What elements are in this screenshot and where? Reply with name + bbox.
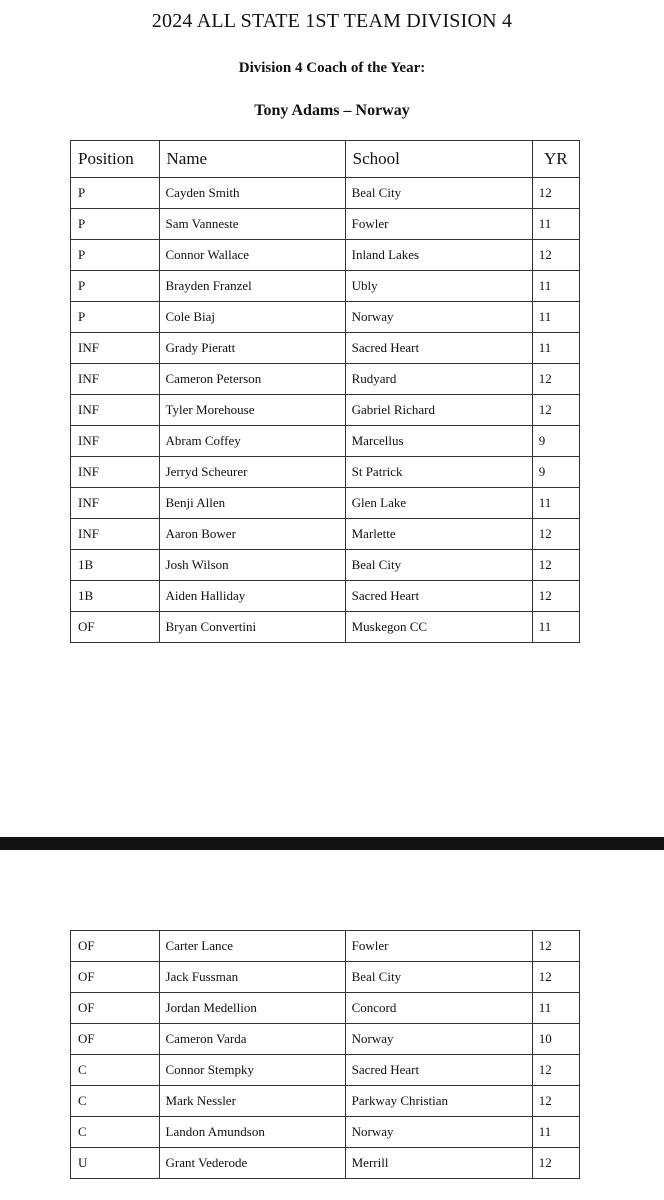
table-row bbox=[71, 240, 580, 271]
cell-yr: 12 bbox=[532, 364, 579, 395]
cell-name: Josh Wilson bbox=[159, 550, 345, 581]
coach-of-year-name: Tony Adams – Norway bbox=[254, 102, 410, 119]
cell-school: Parkway Christian bbox=[345, 1086, 532, 1117]
cell-name: Grady Pieratt bbox=[159, 333, 345, 364]
cell-position: C bbox=[71, 1086, 160, 1117]
cell-position: P bbox=[71, 209, 160, 240]
cell-position: OF bbox=[71, 993, 160, 1024]
cell-name: Bryan Convertini bbox=[159, 612, 345, 643]
cell-name: Aaron Bower bbox=[159, 519, 345, 550]
cell-yr: 12 bbox=[532, 1086, 579, 1117]
cell-yr: 11 bbox=[532, 488, 579, 519]
cell-school: Norway bbox=[345, 1024, 532, 1055]
table-row bbox=[71, 364, 580, 395]
cell-school: Inland Lakes bbox=[345, 240, 532, 271]
cell-school: Beal City bbox=[345, 550, 532, 581]
page-title: 2024 ALL STATE 1ST TEAM DIVISION 4 bbox=[151, 10, 513, 32]
cell-school: Fowler bbox=[345, 931, 532, 962]
roster-table-page-2 bbox=[70, 930, 580, 1179]
cell-name: Cameron Varda bbox=[159, 1024, 345, 1055]
cell-position: INF bbox=[71, 395, 160, 426]
header-name: Name bbox=[159, 141, 345, 178]
cell-yr: 12 bbox=[532, 962, 579, 993]
cell-school: Muskegon CC bbox=[345, 612, 532, 643]
cell-name: Jack Fussman bbox=[159, 962, 345, 993]
cell-school: Glen Lake bbox=[345, 488, 532, 519]
table-row bbox=[71, 1117, 580, 1148]
table-row bbox=[71, 333, 580, 364]
cell-school: Gabriel Richard bbox=[345, 395, 532, 426]
cell-name: Abram Coffey bbox=[159, 426, 345, 457]
cell-yr: 12 bbox=[532, 240, 579, 271]
cell-yr: 12 bbox=[532, 581, 579, 612]
cell-yr: 12 bbox=[532, 519, 579, 550]
cell-school: St Patrick bbox=[345, 457, 532, 488]
cell-school: Sacred Heart bbox=[345, 581, 532, 612]
cell-position: INF bbox=[71, 426, 160, 457]
cell-yr: 9 bbox=[532, 426, 579, 457]
cell-name: Brayden Franzel bbox=[159, 271, 345, 302]
cell-name: Sam Vanneste bbox=[159, 209, 345, 240]
cell-name: Mark Nessler bbox=[159, 1086, 345, 1117]
cell-school: Beal City bbox=[345, 962, 532, 993]
cell-name: Cameron Peterson bbox=[159, 364, 345, 395]
table-row bbox=[71, 581, 580, 612]
table-row bbox=[71, 519, 580, 550]
cell-position: C bbox=[71, 1055, 160, 1086]
cell-school: Marcellus bbox=[345, 426, 532, 457]
cell-school: Marlette bbox=[345, 519, 532, 550]
cell-school: Merrill bbox=[345, 1148, 532, 1179]
cell-name: Cayden Smith bbox=[159, 178, 345, 209]
cell-yr: 12 bbox=[532, 550, 579, 581]
cell-position: OF bbox=[71, 931, 160, 962]
cell-school: Sacred Heart bbox=[345, 1055, 532, 1086]
cell-position: INF bbox=[71, 457, 160, 488]
cell-yr: 9 bbox=[532, 457, 579, 488]
cell-name: Connor Wallace bbox=[159, 240, 345, 271]
cell-yr: 12 bbox=[532, 1055, 579, 1086]
cell-school: Beal City bbox=[345, 178, 532, 209]
cell-name: Jerryd Scheurer bbox=[159, 457, 345, 488]
cell-position: P bbox=[71, 271, 160, 302]
cell-position: 1B bbox=[71, 550, 160, 581]
cell-name: Connor Stempky bbox=[159, 1055, 345, 1086]
cell-position: OF bbox=[71, 612, 160, 643]
cell-yr: 11 bbox=[532, 302, 579, 333]
cell-name: Landon Amundson bbox=[159, 1117, 345, 1148]
table-row bbox=[71, 395, 580, 426]
cell-name: Tyler Morehouse bbox=[159, 395, 345, 426]
cell-name: Benji Allen bbox=[159, 488, 345, 519]
cell-position: C bbox=[71, 1117, 160, 1148]
table-row bbox=[71, 550, 580, 581]
roster-table-page-1 bbox=[70, 140, 580, 643]
cell-yr: 11 bbox=[532, 993, 579, 1024]
cell-yr: 11 bbox=[532, 271, 579, 302]
table-row bbox=[71, 612, 580, 643]
cell-name: Jordan Medellion bbox=[159, 993, 345, 1024]
table-row bbox=[71, 271, 580, 302]
table-row bbox=[71, 426, 580, 457]
cell-position: P bbox=[71, 240, 160, 271]
header-position: Position bbox=[71, 141, 160, 178]
cell-name: Carter Lance bbox=[159, 931, 345, 962]
cell-position: INF bbox=[71, 488, 160, 519]
page-divider bbox=[0, 837, 664, 850]
table-row bbox=[71, 209, 580, 240]
cell-school: Ubly bbox=[345, 271, 532, 302]
header-school: School bbox=[345, 141, 532, 178]
cell-position: U bbox=[71, 1148, 160, 1179]
table-header-row bbox=[71, 141, 580, 178]
cell-yr: 12 bbox=[532, 178, 579, 209]
cell-yr: 12 bbox=[532, 1148, 579, 1179]
table-row bbox=[71, 1086, 580, 1117]
cell-school: Sacred Heart bbox=[345, 333, 532, 364]
table-row bbox=[71, 931, 580, 962]
table-row bbox=[71, 1055, 580, 1086]
table-row bbox=[71, 302, 580, 333]
cell-position: INF bbox=[71, 364, 160, 395]
cell-position: OF bbox=[71, 962, 160, 993]
coach-of-year-label: Division 4 Coach of the Year: bbox=[238, 60, 426, 76]
cell-yr: 11 bbox=[532, 1117, 579, 1148]
table-row bbox=[71, 178, 580, 209]
table-row bbox=[71, 1148, 580, 1179]
cell-position: INF bbox=[71, 333, 160, 364]
cell-yr: 10 bbox=[532, 1024, 579, 1055]
table-row bbox=[71, 962, 580, 993]
cell-school: Norway bbox=[345, 302, 532, 333]
cell-name: Aiden Halliday bbox=[159, 581, 345, 612]
cell-yr: 12 bbox=[532, 931, 579, 962]
cell-position: P bbox=[71, 178, 160, 209]
cell-name: Grant Vederode bbox=[159, 1148, 345, 1179]
table-row bbox=[71, 993, 580, 1024]
table-row bbox=[71, 457, 580, 488]
cell-school: Fowler bbox=[345, 209, 532, 240]
table-row bbox=[71, 1024, 580, 1055]
cell-school: Norway bbox=[345, 1117, 532, 1148]
cell-school: Concord bbox=[345, 993, 532, 1024]
cell-position: 1B bbox=[71, 581, 160, 612]
cell-position: INF bbox=[71, 519, 160, 550]
cell-position: P bbox=[71, 302, 160, 333]
cell-school: Rudyard bbox=[345, 364, 532, 395]
cell-name: Cole Biaj bbox=[159, 302, 345, 333]
cell-position: OF bbox=[71, 1024, 160, 1055]
document-page-2 bbox=[0, 850, 664, 1200]
cell-yr: 11 bbox=[532, 333, 579, 364]
cell-yr: 12 bbox=[532, 395, 579, 426]
header-yr: YR bbox=[532, 141, 579, 178]
cell-yr: 11 bbox=[532, 209, 579, 240]
cell-yr: 11 bbox=[532, 612, 579, 643]
table-row bbox=[71, 488, 580, 519]
